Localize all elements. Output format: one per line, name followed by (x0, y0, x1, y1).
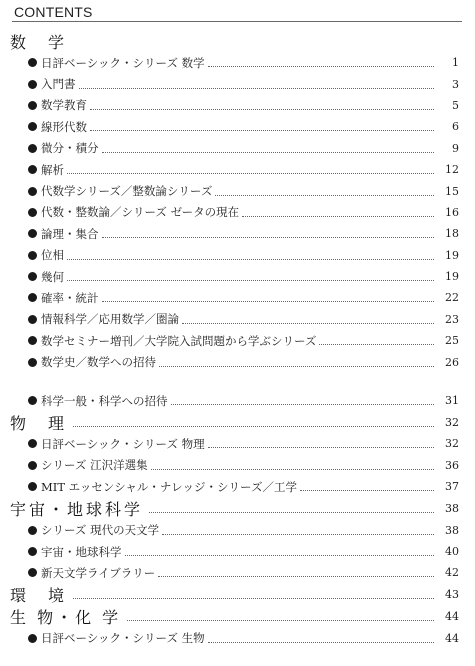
bullet-icon (28, 122, 37, 131)
bullet-icon (28, 251, 37, 260)
dot-leader (149, 512, 434, 513)
page-title: CONTENTS (14, 4, 93, 20)
header (12, 2, 462, 22)
entry-label: 解析 (41, 162, 64, 177)
page-number: 19 (445, 270, 459, 284)
entry-label: 宇宙・地球科学 (41, 544, 122, 559)
entry-label: 幾何 (41, 269, 64, 284)
page-number: 38 (445, 501, 459, 515)
section-title: 環 境 (10, 586, 68, 606)
bullet-icon (28, 461, 37, 470)
page-number: 16 (445, 205, 459, 219)
bullet-icon (28, 101, 37, 110)
page-number: 5 (452, 98, 459, 112)
entry-label: 日評ベーシック・シリーズ 物理 (41, 436, 205, 451)
page-number: 25 (445, 334, 459, 348)
page-number: 15 (445, 184, 459, 198)
toc-entry-line (28, 290, 459, 306)
section-heading-line (10, 411, 459, 434)
bullet-icon (28, 568, 37, 577)
toc-entry[interactable] (0, 287, 475, 308)
bullet-icon (28, 358, 37, 367)
page-number: 18 (445, 227, 459, 241)
dot-leader (79, 88, 435, 89)
bullet-icon (28, 208, 37, 217)
toc-entry[interactable] (0, 95, 475, 116)
entry-label: 日評ベーシック・シリーズ 生物 (41, 631, 205, 646)
bullet-icon (28, 165, 37, 174)
section-title: 生 物・化 学 (10, 608, 122, 628)
toc-entry[interactable] (0, 351, 475, 372)
toc-entry[interactable] (0, 455, 475, 476)
page-number: 26 (445, 355, 459, 369)
page-number: 9 (452, 141, 459, 155)
toc-entry[interactable] (0, 52, 475, 73)
entry-label: 数学教育 (41, 98, 87, 113)
toc-entry[interactable] (0, 476, 475, 497)
spacer (0, 373, 475, 390)
bullet-icon (28, 272, 37, 281)
page-number: 37 (445, 480, 459, 494)
toc-entry-line (28, 247, 459, 263)
dot-leader (102, 301, 435, 302)
page-number: 43 (445, 588, 459, 602)
page-number: 1 (452, 56, 459, 70)
dot-leader (102, 237, 435, 238)
page-number: 23 (445, 312, 459, 326)
toc-entry-line (28, 204, 459, 220)
dot-leader (208, 447, 434, 448)
entry-label: シリーズ 現代の天文学 (41, 523, 160, 538)
entry-label: MIT エッセンシャル・ナレッジ・シリーズ／工学 (41, 479, 297, 494)
toc-entry[interactable] (0, 73, 475, 94)
toc-entry-line (28, 630, 459, 646)
section-heading-line (10, 583, 459, 606)
toc-entry[interactable] (0, 202, 475, 223)
toc-entry[interactable] (0, 519, 475, 540)
bullet-icon (28, 547, 37, 556)
dot-leader (242, 216, 434, 217)
section-heading (0, 411, 475, 433)
dot-leader (319, 344, 434, 345)
toc-entry[interactable] (0, 116, 475, 137)
entry-label: 科学一般・科学への招待 (41, 393, 168, 408)
toc-entry[interactable] (0, 309, 475, 330)
toc-entry-line (28, 55, 459, 71)
section-title: 物 理 (10, 413, 68, 433)
bullet-icon (28, 229, 37, 238)
entry-label: 論理・集合 (41, 226, 99, 241)
dot-leader (125, 555, 435, 556)
toc-entry[interactable] (0, 541, 475, 562)
page-number: 3 (452, 77, 459, 91)
toc-entry-line (28, 522, 459, 538)
dot-leader (208, 642, 434, 643)
page-number: 32 (445, 415, 459, 429)
dot-leader (208, 66, 434, 67)
page-number: 38 (445, 523, 459, 537)
section-heading (0, 30, 475, 52)
bullet-icon (28, 293, 37, 302)
toc-entry[interactable] (0, 223, 475, 244)
dot-leader (215, 195, 434, 196)
toc-entry[interactable] (0, 330, 475, 351)
section-heading (0, 497, 475, 519)
page-number: 44 (445, 631, 459, 645)
toc-entry-line (28, 76, 459, 92)
entry-label: シリーズ 江沢洋選集 (41, 458, 148, 473)
dot-leader (182, 323, 434, 324)
bullet-icon (28, 336, 37, 345)
toc-entry[interactable] (0, 180, 475, 201)
page-number: 31 (445, 394, 459, 408)
dot-leader (171, 404, 435, 405)
page-number: 12 (445, 163, 459, 177)
entry-label: 線形代数 (41, 119, 87, 134)
page-number: 6 (452, 120, 459, 134)
section-heading (0, 606, 475, 628)
dot-leader (67, 259, 434, 260)
section-title: 宇宙・地球科学 (10, 499, 144, 519)
toc-entry[interactable] (0, 562, 475, 583)
toc-entry-line (28, 269, 459, 285)
page-number: 40 (445, 545, 459, 558)
entry-label: 代数学シリーズ／整数論シリーズ (41, 184, 213, 199)
dot-leader (90, 109, 434, 110)
entry-label: 代数・整数論／シリーズ ゼータの現在 (41, 205, 240, 220)
entry-label: 入門書 (41, 77, 76, 92)
dot-leader (67, 173, 434, 174)
dot-leader (159, 366, 434, 367)
toc-entry-line (28, 354, 459, 370)
toc-entry[interactable] (0, 628, 475, 649)
page-number: 19 (445, 248, 459, 262)
page-number: 42 (445, 566, 459, 580)
toc-entry[interactable] (0, 245, 475, 266)
entry-label: 情報科学／応用数学／圏論 (41, 312, 179, 327)
page-number: 22 (445, 291, 459, 305)
toc-entry[interactable] (0, 266, 475, 287)
entry-label: 数学セミナー増刊／大学院入試問題から学ぶシリーズ (41, 333, 317, 348)
toc-entry[interactable] (0, 433, 475, 454)
toc-entry-line (28, 333, 459, 349)
bullet-icon (28, 526, 37, 535)
toc-entry-line (28, 436, 459, 452)
dot-leader (73, 598, 434, 599)
toc-entry-line (28, 183, 459, 199)
toc-entry-line (28, 162, 459, 178)
toc-entry-line (28, 311, 459, 327)
toc-entry-line (28, 479, 459, 495)
toc-entry[interactable] (0, 390, 475, 411)
bullet-icon (28, 187, 37, 196)
entry-label: 数学史／数学への招待 (41, 355, 156, 370)
entry-label: 微分・積分 (41, 141, 99, 156)
bullet-icon (28, 144, 37, 153)
dot-leader (300, 490, 434, 491)
page-number: 32 (445, 437, 459, 451)
dot-leader (67, 280, 434, 281)
section-heading-line (10, 605, 459, 628)
toc-entry-line (28, 97, 459, 113)
bullet-icon (28, 58, 37, 67)
entry-label: 位相 (41, 248, 64, 263)
bullet-icon (28, 80, 37, 89)
dot-leader (158, 576, 434, 577)
toc-entry-line (28, 119, 459, 135)
dot-leader (127, 620, 434, 621)
bullet-icon (28, 439, 37, 448)
bullet-icon (28, 315, 37, 324)
entry-label: 確率・統計 (41, 290, 99, 305)
dot-leader (90, 130, 434, 131)
header-divider (12, 21, 462, 22)
toc-entry-line (28, 544, 459, 560)
dot-leader (162, 534, 434, 535)
toc-entry-line (28, 565, 459, 581)
toc-entry[interactable] (0, 138, 475, 159)
toc-entry-line (28, 393, 459, 409)
entry-label: 日評ベーシック・シリーズ 数学 (41, 55, 205, 70)
toc-entry-line (28, 140, 459, 156)
toc-entry[interactable] (0, 159, 475, 180)
dot-leader (73, 426, 434, 427)
entry-label: 新天文学ライブラリー (41, 565, 156, 580)
bullet-icon (28, 396, 37, 405)
page-number: 44 (445, 610, 459, 624)
section-heading (0, 584, 475, 606)
dot-leader (151, 469, 434, 470)
toc-entry-line (28, 226, 459, 242)
toc-entry-line (28, 457, 459, 473)
bullet-icon (28, 634, 37, 643)
page-number: 36 (445, 458, 459, 472)
bullet-icon (28, 482, 37, 491)
section-title: 数 学 (10, 32, 68, 52)
section-heading-line (10, 497, 459, 520)
toc-list (0, 30, 475, 649)
dot-leader (102, 152, 435, 153)
